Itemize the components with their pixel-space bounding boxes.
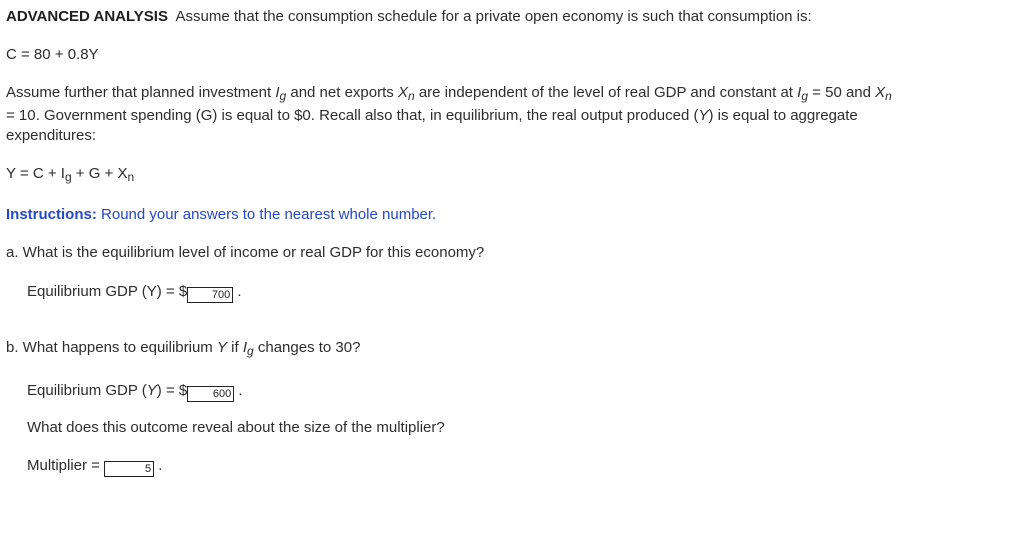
- assumption-text-3: are independent of the level of real GDP and constant at: [418, 84, 793, 101]
- equation-subscript-n: n: [127, 170, 135, 184]
- intro-line: [6, 6, 812, 28]
- question-a: a. What is the equilibrium level of income or real GDP for this economy?: [6, 244, 485, 261]
- ig-subscript: g: [279, 89, 287, 103]
- ig-variable-b: I: [242, 339, 247, 356]
- ig-subscript-2: g: [801, 89, 808, 103]
- period-b: .: [238, 382, 243, 399]
- y-variable: Y: [698, 107, 709, 124]
- assumption-text-5: = 10. Government spending (G) is equal to $0. Recall also that, in equilibrium, the real output produced (: [6, 107, 699, 124]
- xn-subscript-2: n: [885, 89, 892, 103]
- intro-heading: ADVANCED ANALYSIS: [6, 8, 168, 25]
- equilibrium-gdp-label-b-post: ) = $: [156, 382, 188, 399]
- question-b: [6, 337, 360, 359]
- assumption-text-2: and net exports: [290, 84, 394, 101]
- ig-variable: I: [275, 84, 280, 101]
- y-variable-label-b: Y: [146, 382, 157, 399]
- multiplier-question: What does this outcome reveal about the size of the multiplier?: [27, 419, 445, 436]
- assumption-text-4: = 50 and: [812, 84, 871, 101]
- equation-prefix: Y = C + I: [6, 165, 65, 182]
- multiplier-input[interactable]: 5: [104, 461, 154, 477]
- question-b-text-3: changes to 30?: [257, 339, 361, 356]
- assumption-line-1: [6, 82, 892, 104]
- xn-variable: X: [397, 84, 408, 101]
- equilibrium-gdp-b-input[interactable]: 600: [187, 386, 234, 402]
- y-variable-b: Y: [216, 339, 227, 356]
- assumption-line-3: expenditures:: [6, 127, 97, 144]
- equilibrium-gdp-label: Equilibrium GDP (Y) = $: [27, 283, 188, 300]
- answer-a-row: [27, 281, 242, 303]
- question-b-text-2: if: [231, 339, 239, 356]
- equation-subscript-g: g: [64, 170, 72, 184]
- equilibrium-gdp-label-b-pre: Equilibrium GDP (: [27, 382, 147, 399]
- equation-middle: + G + X: [75, 165, 128, 182]
- ig-subscript-b: g: [247, 344, 254, 358]
- multiplier-row: [27, 455, 162, 477]
- xn-subscript: n: [407, 89, 415, 103]
- equilibrium-gdp-input[interactable]: 700: [187, 287, 233, 303]
- instructions-text: Round your answers to the nearest whole number.: [101, 206, 437, 223]
- assumption-line-2: [6, 105, 858, 127]
- ig-variable-2: I: [797, 84, 802, 101]
- multiplier-label: Multiplier =: [27, 457, 100, 474]
- assumption-text-6: ) is equal to aggregate: [708, 107, 858, 124]
- equilibrium-equation: [6, 163, 134, 185]
- question-b-text-1: b. What happens to equilibrium: [6, 339, 213, 356]
- assumption-text-1: Assume further that planned investment: [6, 84, 272, 101]
- instructions: [6, 204, 436, 226]
- xn-variable-2: X: [875, 84, 886, 101]
- consumption-equation: C = 80 + 0.8Y: [6, 46, 99, 63]
- answer-b-row: [27, 380, 243, 402]
- period: .: [237, 283, 242, 300]
- intro-text: Assume that the consumption schedule for a private open economy is such that consumption is:: [175, 8, 812, 25]
- period-multiplier: .: [158, 457, 163, 474]
- instructions-label: Instructions:: [6, 206, 97, 223]
